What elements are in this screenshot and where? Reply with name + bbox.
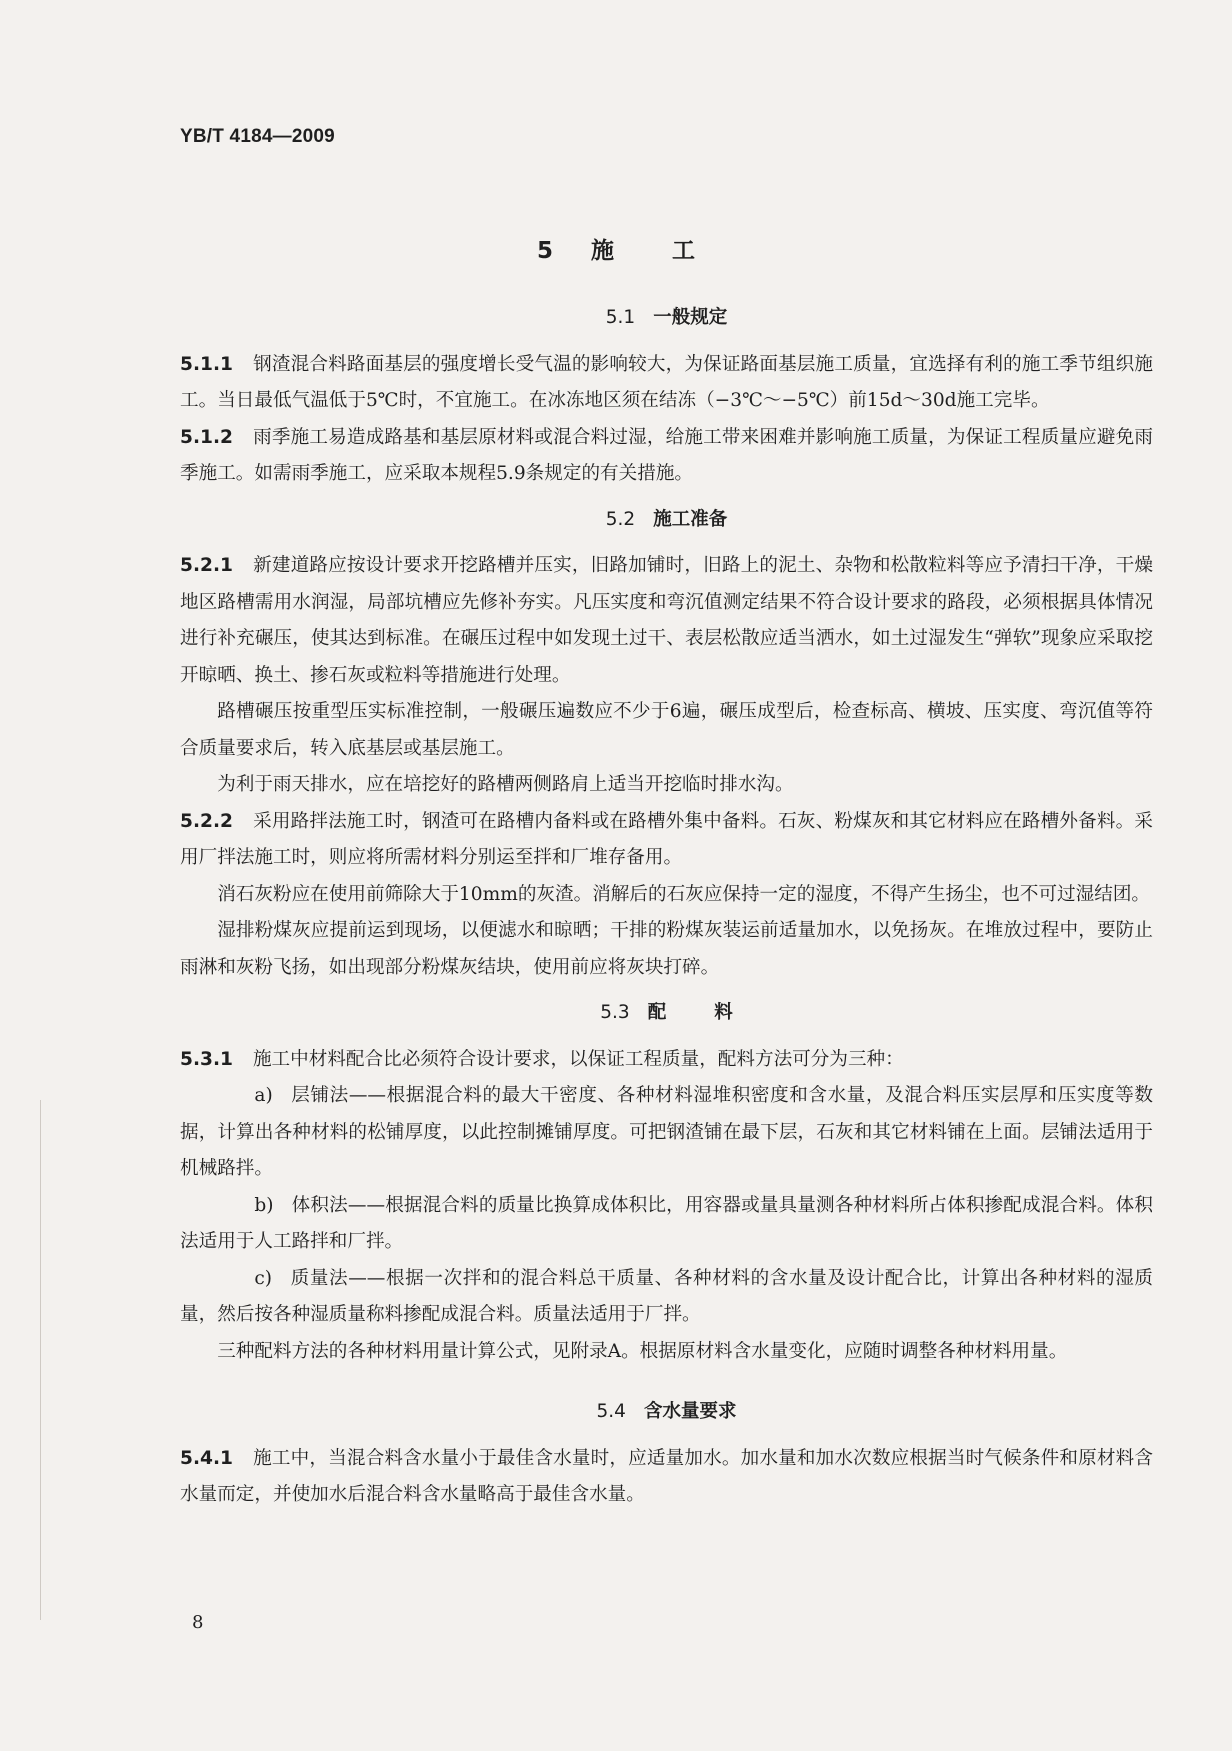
clause-number: 5.1.1 [180,353,233,375]
clause-text: 施工中，当混合料含水量小于最佳含水量时，应适量加水。加水量和加水次数应根据当时气候条件和原材料含水量而定，并使加水后混合料含水量略高于最佳含水量。 [180,1447,1153,1505]
clause-text: 雨季施工易造成路基和基层原材料或混合料过湿，给施工带来困难并影响施工质量，为保证工程质量应避免雨季施工。如需雨季施工，应采取本规程5.9条规定的有关措施。 [180,426,1153,484]
document-body [180,300,1153,1514]
clause-number: 5.1.2 [180,426,233,448]
chapter-title [0,232,1232,265]
list-item-c [180,1261,1153,1334]
section-heading-5-1 [180,300,1153,337]
chapter-title-part-2: 工 [672,238,695,264]
section-heading-5-3 [180,995,1153,1032]
clause-5-3-1 [180,1042,1153,1079]
clause-5-1-1 [180,347,1153,420]
clause-number: 5.2.2 [180,810,233,832]
paragraph: 路槽碾压按重型压实标准控制，一般碾压遍数应不少于6遍，碾压成型后，检查标高、横坡、压实度、弯沉值等符合质量要求后，转入底基层或基层施工。 [180,701,1153,759]
list-text: 质量法——根据一次拌和的混合料总干质量、各种材料的含水量及设计配合比，计算出各种材料的湿质量，然后按各种湿质量称料掺配成混合料。质量法适用于厂拌。 [180,1267,1153,1325]
clause-5-1-2 [180,420,1153,493]
clause-number: 5.4.1 [180,1447,233,1469]
clause-5-4-1 [180,1441,1153,1514]
scan-artifact-line [40,1100,41,1620]
clause-text: 施工中材料配合比必须符合设计要求，以保证工程质量，配料方法可分为三种： [252,1048,904,1070]
clause-text: 钢渣混合料路面基层的强度增长受气温的影响较大，为保证路面基层施工质量，宜选择有利的施工季节组织施工。当日最低气温低于5℃时，不宜施工。在冰冻地区须在结冻（−3℃～−5℃）前15d～30d施工完毕。 [180,353,1153,411]
section-title-part-2: 料 [714,1002,733,1023]
section-number: 5.3 [600,1002,630,1023]
section-title: 施工准备 [653,508,728,530]
section-heading-5-4 [180,1394,1153,1431]
section-number: 5.4 [596,1401,626,1422]
clause-text: 新建道路应按设计要求开挖路槽并压实，旧路加铺时，旧路上的泥土、杂物和松散粒料等应予清扫干净，干燥地区路槽需用水润湿，局部坑槽应先修补夯实。凡压实度和弯沉值测定结果不符合设计要求的路段，必须根据具体情况进行补充碾压，使其达到标准。在碾压过程中如发现土过干、表层松散应适当洒水，如土过湿发生“弹软”现象应采取挖开晾晒、换土、掺石灰或粒料等措施进行处理。 [180,555,1153,686]
paragraph: 消石灰粉应在使用前筛除大于10mm的灰渣。消解后的石灰应保持一定的湿度，不得产生扬尘，也不可过湿结团。 [217,883,1151,905]
section-title: 一般规定 [653,307,728,328]
list-label: b) [254,1194,274,1216]
section-title-part-1: 配 [647,1002,667,1023]
list-text: 体积法——根据混合料的质量比换算成体积比，用容器或量具量测各种材料所占体积掺配成混合料。体积法适用于人工路拌和厂拌。 [180,1194,1153,1252]
paragraph: 三种配料方法的各种材料用量计算公式，见附录A。根据原材料含水量变化，应随时调整各种材料用量。 [217,1340,1068,1362]
list-text: 层铺法——根据混合料的最大干密度、各种材料湿堆积密度和含水量，及混合料压实层厚和压实度等数据，计算出各种材料的松铺厚度，以此控制摊铺厚度。可把钢渣铺在最下层，石灰和其它材料铺在上面。层铺法适用于机械路拌。 [180,1085,1153,1179]
list-label: c) [254,1267,273,1289]
paragraph: 为利于雨天排水，应在培挖好的路槽两侧路肩上适当开挖临时排水沟。 [217,774,794,795]
section-heading-5-2 [180,502,1153,539]
clause-text: 采用路拌法施工时，钢渣可在路槽内备料或在路槽外集中备料。石灰、粉煤灰和其它材料应在路槽外备料。采用厂拌法施工时，则应将所需材料分别运至拌和厂堆存备用。 [180,810,1153,868]
chapter-title-part-1: 施 [591,238,614,264]
clause-number: 5.2.1 [180,555,233,576]
chapter-number: 5 [536,238,553,264]
section-title: 含水量要求 [643,1401,737,1422]
clause-number: 5.3.1 [180,1048,233,1070]
clause-5-2-1 [180,548,1153,694]
clause-5-2-2 [180,804,1153,877]
paragraph: 湿排粉煤灰应提前运到现场，以便滤水和晾晒；干排的粉煤灰装运前适量加水，以免扬灰。在堆放过程中，要防止雨淋和灰粉飞扬，如出现部分粉煤灰结块，使用前应将灰块打碎。 [180,920,1153,978]
page-number: 8 [192,1612,204,1633]
list-label: a) [254,1085,273,1106]
list-item-b [180,1188,1153,1261]
section-number: 5.1 [605,307,636,328]
list-item-a [180,1078,1153,1188]
section-number: 5.2 [605,508,636,530]
document-code: YB/T 4184—2009 [180,126,335,147]
